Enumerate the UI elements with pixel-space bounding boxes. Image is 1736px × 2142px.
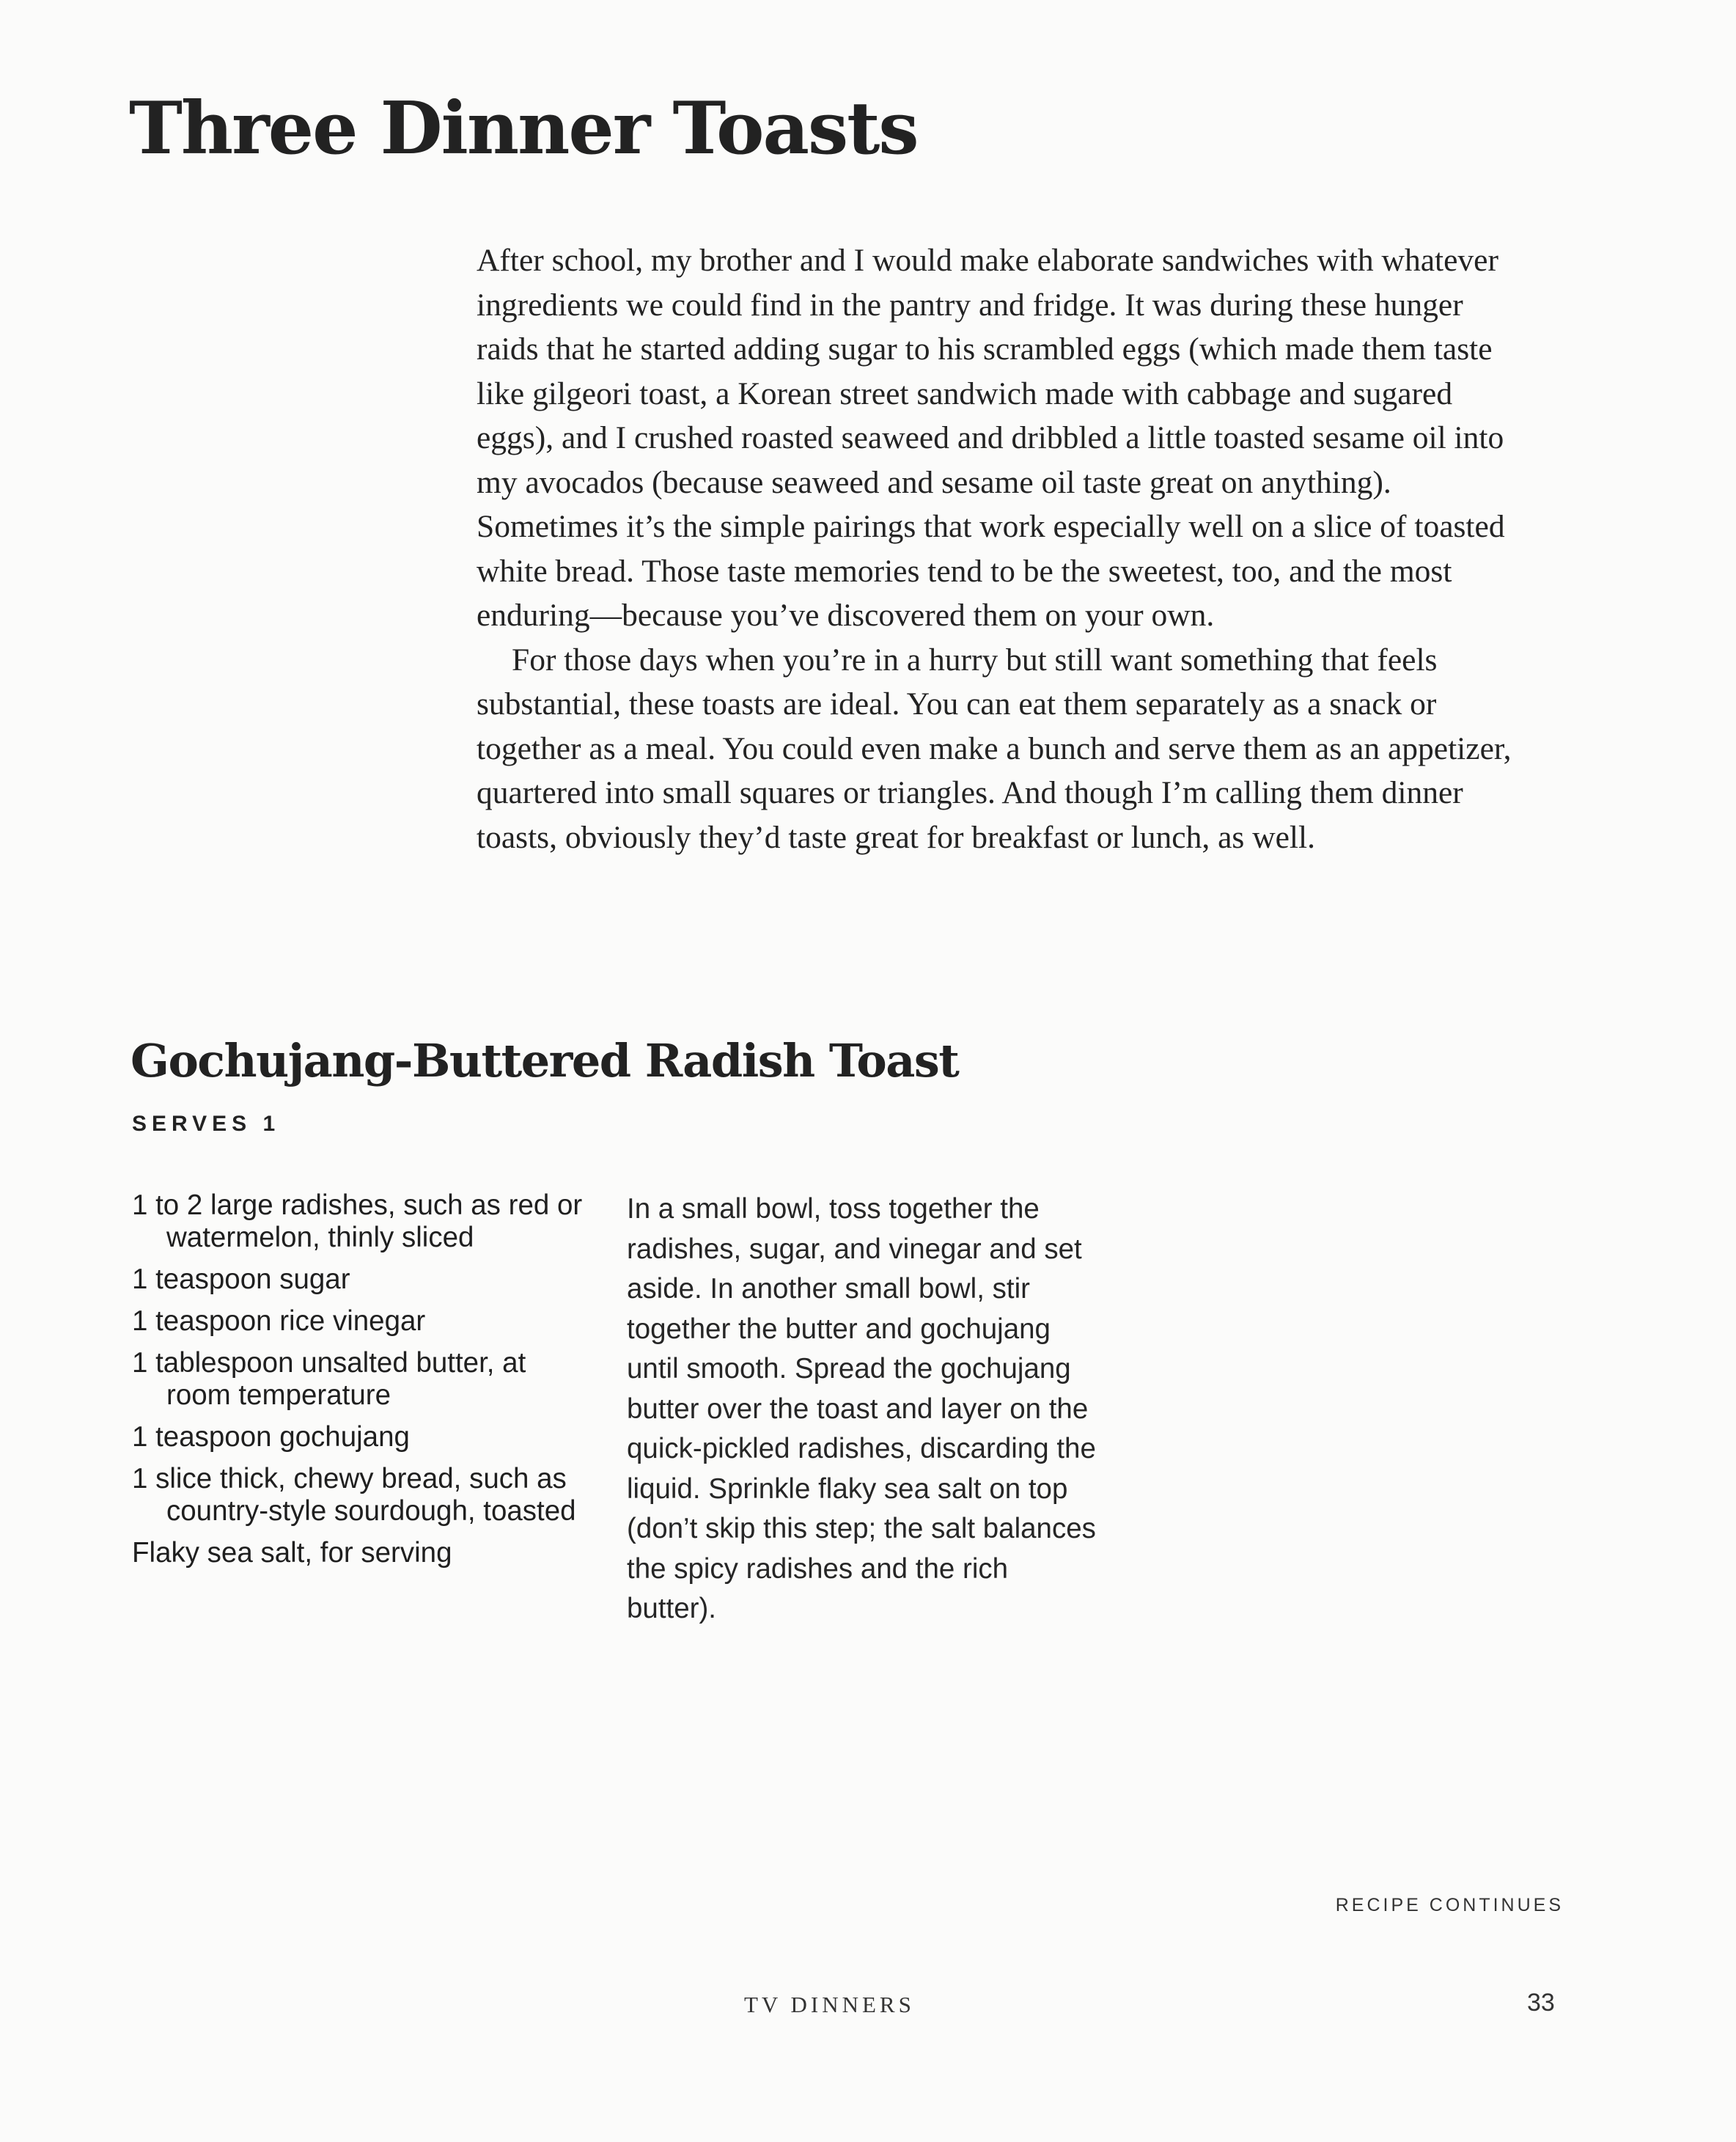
ingredient-item: Flaky sea salt, for serving bbox=[132, 1537, 452, 1569]
intro-paragraph: For those days when you’re in a hurry but still want something that feels substantial, these toasts are ideal. You can eat them separately as a snack or together as a meal. You could even make a bunch and serve them as an appetizer, quartered into small squares or triangles. And though I’m calling them dinner toasts, obviously they’d taste great for breakfast or lunch, as well. bbox=[477, 642, 1512, 855]
intro-text bbox=[477, 238, 1518, 859]
ingredient-item: 1 teaspoon sugar bbox=[132, 1263, 350, 1295]
ingredient-item: 1 teaspoon gochujang bbox=[132, 1421, 410, 1453]
page-number: 33 bbox=[1527, 1989, 1555, 2017]
ingredient-item: 1 slice thick, chewy bread, such as country-style sourdough, toasted bbox=[132, 1463, 576, 1527]
ingredient-item: 1 teaspoon rice vinegar bbox=[132, 1305, 426, 1337]
recipe-continues-label: RECIPE CONTINUES bbox=[1335, 1895, 1564, 1915]
recipe-method: In a small bowl, toss together the radishes, sugar, and vinegar and set aside. In another small bowl, stir together the butter and gochujang until smooth. Spread the gochujang butter over the toast and layer on the quick-pickled radishes, discarding the liquid. Sprinkle flaky sea salt on top (don’t skip this step; the salt balances the spicy radishes and the rich butter). bbox=[627, 1193, 1096, 1624]
ingredient-item: 1 tablespoon unsalted butter, at room temperature bbox=[132, 1347, 526, 1411]
ingredient-item: 1 to 2 large radishes, such as red or watermelon, thinly sliced bbox=[132, 1189, 583, 1253]
footer-section-title: TV DINNERS bbox=[744, 1992, 915, 2017]
serves-label: SERVES 1 bbox=[132, 1112, 281, 1136]
recipe-title: Gochujang-Buttered Radish Toast bbox=[130, 1034, 959, 1087]
intro-paragraph: After school, my brother and I would make elaborate sandwiches with whatever ingredients we could find in the pantry and fridge. It was during these hunger raids that he started adding sugar to his scrambled eggs (which made them taste like gilgeori toast, a Korean street sandwich made with cabbage and sugared eggs), and I crushed roasted seaweed and dribbled a little toasted sesame oil into my avocados (because seaweed and sesame oil taste great on anything). Sometimes it’s the simple pairings that work especially well on a slice of toasted white bread. Those taste memories tend to be the sweetest, too, and the most enduring—because you’ve discovered them on your own. bbox=[477, 243, 1505, 633]
page-title: Three Dinner Toasts bbox=[129, 87, 918, 171]
ingredient-list bbox=[132, 1189, 594, 1579]
